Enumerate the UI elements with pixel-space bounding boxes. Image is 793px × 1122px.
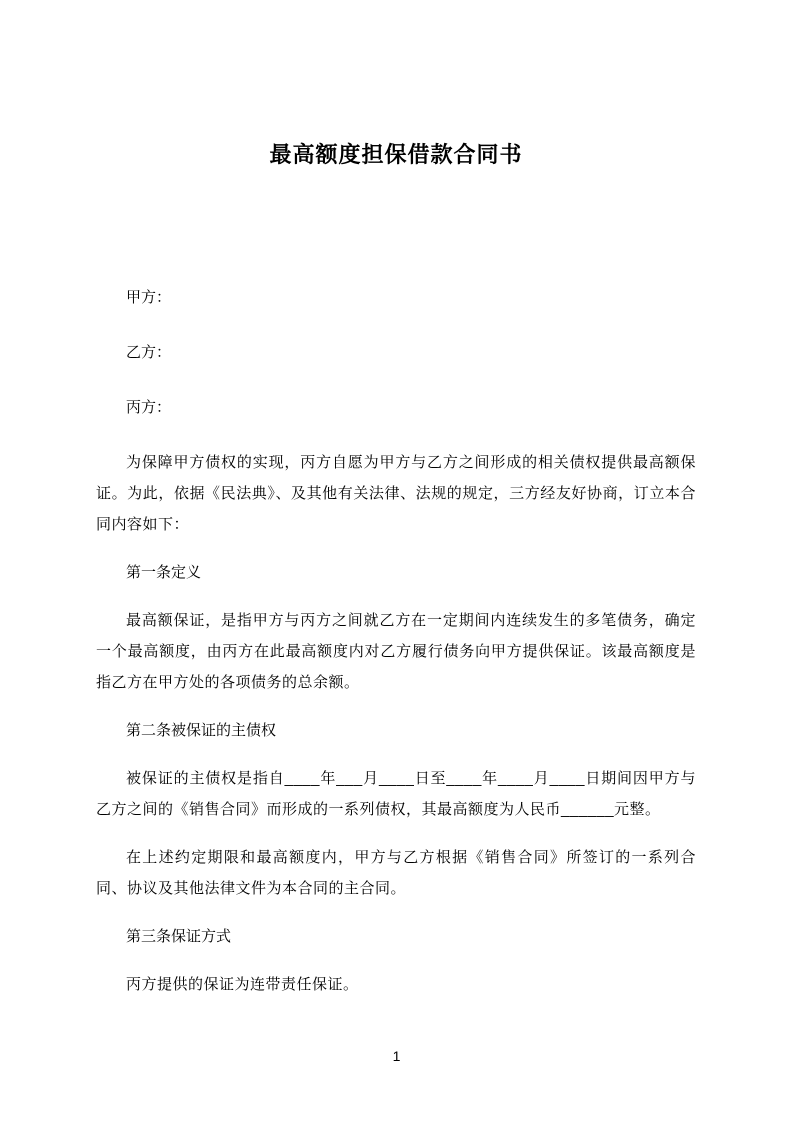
intro-paragraph: 为保障甲方债权的实现，丙方自愿为甲方与乙方之间形成的相关债权提供最高额保证。为此，依据《民法典》、及其他有关法律、法规的规定，三方经友好协商，订立本合同内容如下： <box>96 454 696 533</box>
article-1-heading: 第一条定义 <box>126 564 202 581</box>
article-2-body-1: 被保证的主债权是指自____年___月____日至____年____月____日期间因甲方与乙方之间的《销售合同》而形成的一系列债权，其最高额度为人民币______元整。 <box>96 770 697 818</box>
document-title: 最高额度担保借款合同书 <box>269 142 523 167</box>
article-1-body: 最高额保证，是指甲方与丙方之间就乙方在一定期间内连续发生的多笔债务，确定一个最高额度，由丙方在此最高额度内对乙方履行债务向甲方提供保证。该最高额度是指乙方在甲方处的各项债务的总余额。 <box>96 612 696 691</box>
article-2-body-2: 在上述约定期限和最高额度内，甲方与乙方根据《销售合同》所签订的一系列合同、协议及其他法律文件为本合同的主合同。 <box>96 849 696 897</box>
party-c-label: 丙方： <box>126 399 172 416</box>
party-a-label: 甲方： <box>126 289 172 306</box>
party-b-label: 乙方： <box>126 344 172 361</box>
page-number: 1 <box>392 1048 401 1064</box>
article-2-heading: 第二条被保证的主债权 <box>126 722 277 739</box>
article-3-body: 丙方提供的保证为连带责任保证。 <box>126 976 359 993</box>
article-3-heading: 第三条保证方式 <box>126 928 232 945</box>
